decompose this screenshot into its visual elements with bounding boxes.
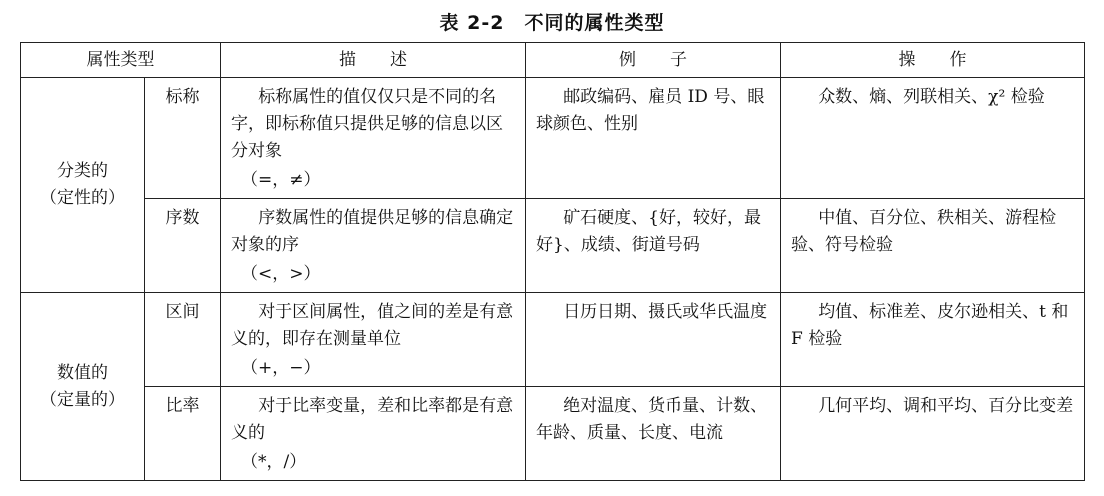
table-row <box>21 78 1085 199</box>
examples-cell <box>526 78 781 199</box>
table-caption: 表 2-2 不同的属性类型 <box>439 12 665 34</box>
group-name: 数值的 <box>57 362 108 383</box>
operator-symbols: （=，≠） <box>241 170 321 190</box>
subtype-nominal: 标称 <box>145 78 221 199</box>
operations-text: 均值、标准差、皮尔逊相关、t 和 F 检验 <box>791 302 1069 349</box>
description-text: 对于区间属性，值之间的差是有意义的，即存在测量单位 <box>231 302 514 349</box>
operations-cell <box>781 293 1085 387</box>
description-text: 序数属性的值提供足够的信息确定对象的序 <box>231 208 514 255</box>
description-cell <box>221 387 526 481</box>
table-row <box>21 387 1085 481</box>
examples-text: 绝对温度、货币量、计数、年龄、质量、长度、电流 <box>536 396 768 443</box>
description-text: 对于比率变量，差和比率都是有意义的 <box>231 396 514 443</box>
description-cell <box>221 293 526 387</box>
operator-symbols: （*，/） <box>241 452 307 472</box>
examples-cell <box>526 293 781 387</box>
description-text: 标称属性的值仅仅只是不同的名字，即标称值只提供足够的信息以区分对象 <box>231 87 503 161</box>
header-operations: 操 作 <box>781 43 1085 78</box>
operations-text: 众数、熵、列联相关、χ² 检验 <box>818 87 1045 107</box>
header-attribute-type: 属性类型 <box>21 43 221 78</box>
group-name-qualifier: （定量的） <box>40 389 125 410</box>
subtype-ordinal: 序数 <box>145 199 221 293</box>
operations-cell <box>781 199 1085 293</box>
operations-cell <box>781 78 1085 199</box>
subtype-interval: 区间 <box>145 293 221 387</box>
group-name-qualifier: （定性的） <box>40 188 125 208</box>
description-cell <box>221 78 526 199</box>
header-examples: 例 子 <box>526 43 781 78</box>
subtype-ratio: 比率 <box>145 387 221 481</box>
table-row <box>21 293 1085 387</box>
header-description: 描 述 <box>221 43 526 78</box>
examples-text: 日历日期、摄氏或华氏温度 <box>563 302 768 322</box>
attribute-types-table <box>20 42 1085 481</box>
group-cell-numeric <box>21 293 145 481</box>
description-cell <box>221 199 526 293</box>
table-row <box>21 199 1085 293</box>
operations-text: 中值、百分位、秩相关、游程检验、符号检验 <box>791 208 1057 255</box>
examples-cell <box>526 387 781 481</box>
operations-cell <box>781 387 1085 481</box>
examples-text: 矿石硬度、{好，较好，最好}、成绩、街道号码 <box>536 208 762 255</box>
examples-text: 邮政编码、雇员 ID 号、眼球颜色、性别 <box>536 87 765 134</box>
header-row <box>21 43 1085 78</box>
group-cell-categorical <box>21 78 145 293</box>
operator-symbols: （+，−） <box>241 358 321 378</box>
group-name: 分类的 <box>57 161 108 181</box>
operator-symbols: （<，>） <box>241 264 321 284</box>
operations-text: 几何平均、调和平均、百分比变差 <box>818 396 1074 416</box>
examples-cell <box>526 199 781 293</box>
